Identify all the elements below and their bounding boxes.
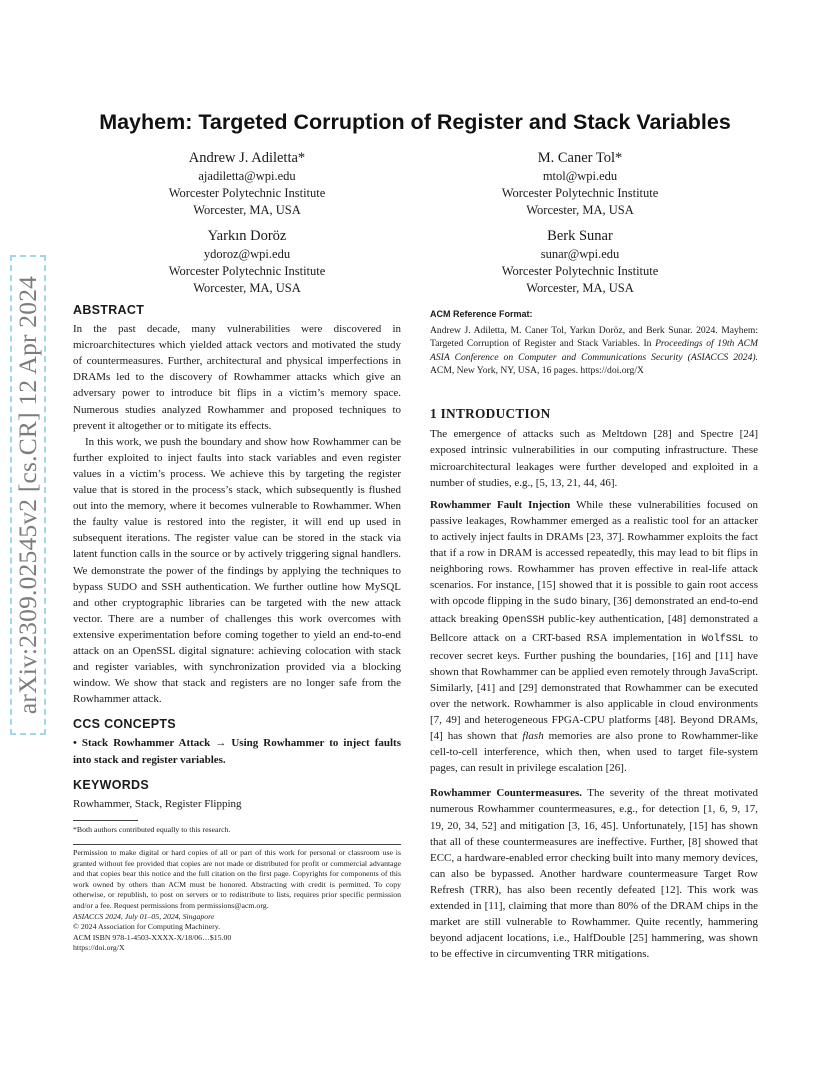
- right-column: [430, 306, 758, 962]
- left-column: [73, 302, 401, 954]
- abstract-heading: ABSTRACT: [73, 303, 145, 317]
- keywords-text: Rowhammer, Stack, Register Flipping: [73, 797, 242, 810]
- author-block-3: [97, 226, 397, 297]
- intro-paragraph-rowhammer-countermeasures: [430, 785, 758, 962]
- acm-reference-text: [430, 324, 758, 377]
- author-email[interactable]: mtol@wpi.edu: [542, 169, 618, 183]
- author-name: Berk Sunar: [547, 228, 613, 244]
- intro-text-segment: binary, [36] demonstrated an end-to-end attack breaking: [430, 595, 758, 626]
- sudo-code: sudo: [553, 597, 578, 609]
- intro-text-segment: The severity of the threat motivated numerous Rowhammer countermeasures, e.g., for detection [1, 6, 9, 17, 19, 20, 34, 52] and mitigation [3, 16, 45]. Unfortunately, [15] has shown that all of these countermeasures are ineffective. Further, [8] showed that ECC, a hardware-enabled error checking built into many memory devices, can also be bypassed. Another hardware countermeasure Target Row Refresh (TRR), has also been recently defeated [12]. This work was extended in [11], claiming that more than 80% of the DRAM chips in the market are still vulnerable to Rowhammer. Quite recently, hammering beyond adjacent locations, i.e., HalfDouble [25] hammering, was shown to be effective in circumventing TRR mitigations.: [430, 787, 759, 961]
- intro-text-segment: memories are also prone to Rowhammer-like cell-to-cell interference, which then, when used to target file-system pages, can result in privilege escalation [26].: [430, 730, 758, 775]
- introduction-heading: 1 INTRODUCTION: [430, 406, 551, 422]
- conference-info: ASIACCS 2024, July 01–05, 2024, Singapore: [73, 911, 215, 921]
- author-location: Worcester, MA, USA: [526, 203, 634, 217]
- keywords-heading: KEYWORDS: [73, 777, 150, 792]
- rowhammer-fault-injection-heading: Rowhammer Fault Injection: [430, 498, 571, 511]
- abstract-paragraph-1: In the past decade, many vulnerabilities were discovered in microarchitectures which yielded attack vectors and motivated the study of countermeasures. Further, architectural and physical imperfections in DRAMs led to the discovery of Rowhammer attacks which give an adversary power to introduce bit flips in a victim’s memory space. Numerous studies analyzed Rowhammer and proposed techniques to prevent it altogether or to mitigate its effects.: [73, 323, 401, 432]
- permission-block: [73, 844, 401, 954]
- wolfssl-code: WolfSSL: [701, 633, 744, 645]
- intro-text-segment: public-key authentication, [48] demonstrated a Bellcore attack on a CRT-based RSA implementation in: [430, 613, 758, 644]
- footnote-equal-contribution: *Both authors contributed equally to this research.: [73, 824, 231, 834]
- author-name: Yarkın Doröz: [207, 228, 287, 244]
- author-location: Worcester, MA, USA: [193, 281, 301, 295]
- footnote-rule: [73, 820, 138, 821]
- acm-reference-authors: Andrew J. Adiletta, M. Caner Tol, Yarkın Doröz, and Berk Sunar. 2024. Mayhem: Targeted Corruption of Register and Stack Variables. In: [430, 325, 758, 350]
- rowhammer-countermeasures-heading: Rowhammer Countermeasures.: [430, 787, 582, 800]
- author-email[interactable]: ydoroz@wpi.edu: [203, 247, 291, 261]
- arxiv-identifier: arXiv:2309.02545v2 [cs.CR] 12 Apr 2024: [13, 275, 42, 715]
- ccs-heading: CCS CONCEPTS: [73, 717, 176, 732]
- author-block-2: [430, 148, 730, 219]
- abstract-paragraph-2: In this work, we push the boundary and show how Rowhammer can be further exploited to inject faults into stack variables and even register values in a victim’s process. We achieve this by targeting the register value that is stored in the process’s stack, which subsequently is flushed out into the memory, where it becomes vulnerable to Rowhammer. When the faulty value is restored into the register, it will end up used in subsequent iterations. The register value can be stored in the stack via latent function calls in the source or by actively triggering signal handlers. We demonstrate the power of the findings by applying the techniques to bypass SUDO and SSH authentication. We further outline how MySQL and other cryptographic libraries can be targeted with the new attack vector. There are a number of challenges this work overcomes with extensive experimentation before coming together to yield an end-to-end attack on an OpenSSL digital signature: achieving colocation with stack and register variables, with synchronization provided via a blocking window. We show that stack and registers are no longer safe from the Rowhammer attack.: [73, 435, 401, 706]
- author-name: M. Caner Tol*: [537, 150, 623, 166]
- author-block-1: [97, 148, 397, 219]
- flash-emphasis: flash: [522, 730, 544, 743]
- author-affiliation: Worcester Polytechnic Institute: [501, 186, 659, 200]
- doi-link[interactable]: https://doi.org/X: [73, 943, 125, 953]
- author-block-4: [430, 226, 730, 297]
- paper-title: Mayhem: Targeted Corruption of Register and Stack Variables: [99, 110, 731, 134]
- permission-text: Permission to make digital or hard copies of all or part of this work for personal or classroom use is granted without fee provided that copies are not made or distributed for profit or commercial advantage and that copies bear this notice and the full citation on the first page. Copyrights for components of this work owned by others than ACM must be honored. Abstracting with credit is permitted. To copy otherwise, or republish, to post on servers or to redistribute to lists, requires prior specific permission and/or a fee. Request permissions from permissions@acm.org.: [73, 848, 401, 911]
- arxiv-sidebar-stamp: [10, 255, 46, 735]
- intro-paragraph-rowhammer-fault-injection: [430, 497, 758, 777]
- intro-text-segment: to recover secret keys. Further pushing the boundaries, [16] and [11] have shown that Rowhammer can be applied even remotely through JavaScript. Similarly, [41] and [29] demonstrated that Rowhammer can be executed over the network. Rowhammer is also applicable in cloud environments [7, 49] and heterogeneous FPGA-CPU platforms [48]. Beyond DRAMs, [4] has shown that: [430, 631, 758, 743]
- intro-text-segment: While these vulnerabilities focused on passive leakages, Rowhammer emerged as a realistic tool for an attacker to actively inject faults in DRAMs [23, 37]. Rowhammer exploits the fact that if a row in DRAM is accessed repeatedly, this may lead to bit flips in neighboring rows. Rowhammer has proven effective in real-life attack scenarios. For instance, [15] showed that it is possible to gain root access with opcode flipping in the: [430, 498, 758, 608]
- intro-paragraph-1: The emergence of attacks such as Meltdown [28] and Spectre [24] exposed intrinsic vulnerabilities in our computing infrastructure. These microarchitectural leakages were further developed and exploited in a number of studies, e.g., [5, 13, 21, 44, 46].: [430, 428, 758, 489]
- isbn-line: ACM ISBN 978-1-4503-XXXX-X/18/06…$15.00: [73, 932, 232, 942]
- acm-reference-heading: ACM Reference Format:: [430, 309, 533, 319]
- acm-reference-tail: ACM, New York, NY, USA, 16 pages. https://doi.org/X: [430, 364, 644, 376]
- acm-reference-venue: Proceedings of 19th ACM ASIA Conference on Computer and Communications Security (ASIACCS 2024).: [430, 338, 759, 363]
- author-affiliation: Worcester Polytechnic Institute: [168, 186, 326, 200]
- author-email[interactable]: sunar@wpi.edu: [540, 247, 620, 261]
- author-affiliation: Worcester Polytechnic Institute: [168, 264, 326, 278]
- author-location: Worcester, MA, USA: [526, 281, 634, 295]
- author-affiliation: Worcester Polytechnic Institute: [501, 264, 659, 278]
- author-location: Worcester, MA, USA: [193, 203, 301, 217]
- author-email[interactable]: ajadiletta@wpi.edu: [198, 169, 296, 183]
- ccs-text: • Stack Rowhammer Attack → Using Rowhammer to inject faults into stack and register variables.: [73, 737, 401, 766]
- openssh-code: OpenSSH: [502, 615, 545, 627]
- author-name: Andrew J. Adiletta*: [188, 150, 306, 166]
- copyright-line: © 2024 Association for Computing Machinery.: [73, 922, 221, 932]
